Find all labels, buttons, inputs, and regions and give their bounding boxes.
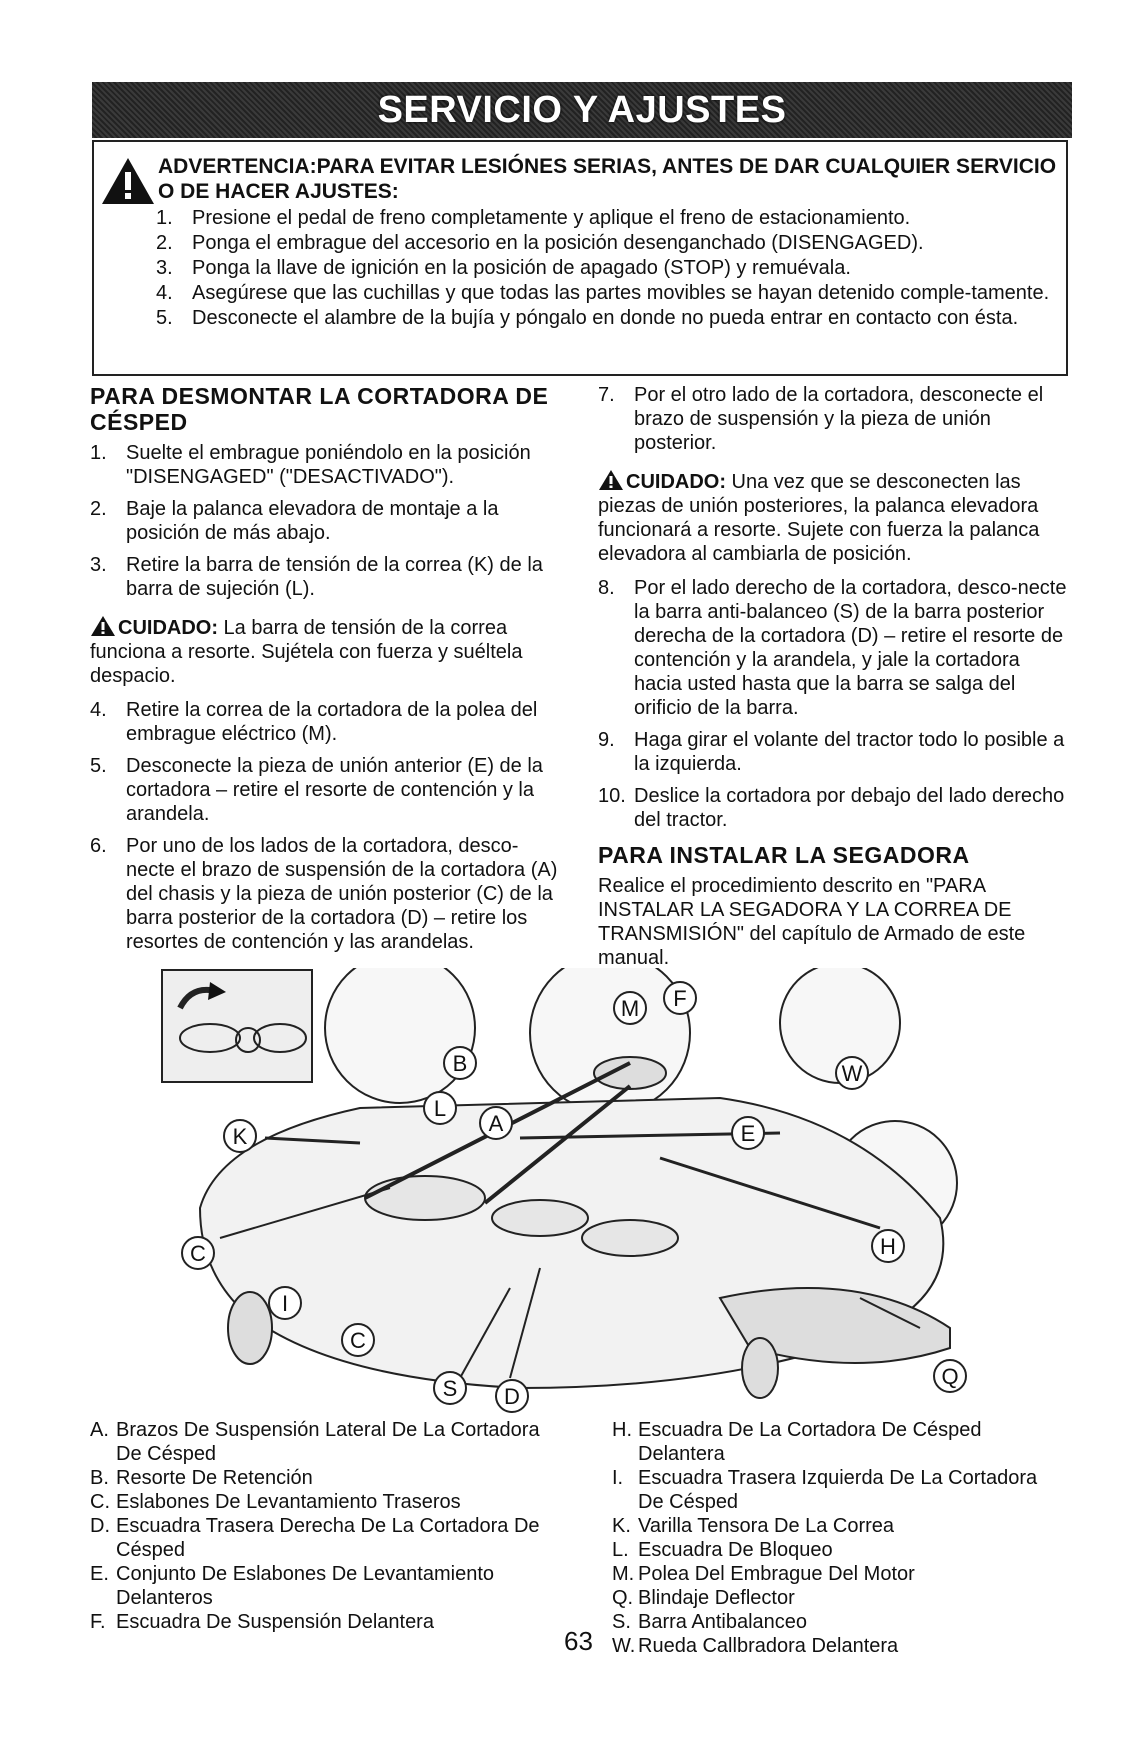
legend-item: E. Conjunto De Eslabones De Levantamiento Delanteros <box>90 1563 495 1609</box>
callout-label: C <box>350 1328 366 1353</box>
legend-item: A. Brazos De Suspensión Lateral De La Cortadora De Césped <box>90 1419 540 1465</box>
callout-label: M <box>620 996 640 1021</box>
legend-item: I. Escuadra Trasera Izquierda De La Cortadora De Césped <box>612 1467 1038 1513</box>
legend-item: C. Eslabones De Levantamiento Traseros <box>90 1491 461 1513</box>
callout-label: W <box>841 1061 863 1086</box>
callout-label: F <box>673 986 687 1011</box>
callout-label: H <box>880 1234 896 1259</box>
warning-title: ADVERTENCIA:PARA EVITAR LESIÓNES SERIAS, ANTES DE DAR CUALQUIER SERVICIO O DE HACER AJUSTES: <box>158 155 1057 203</box>
callout-label: D <box>504 1384 520 1409</box>
legend-item: L. Escuadra De Bloqueo <box>612 1539 833 1561</box>
step-item: 6. Por uno de los lados de la cortadora, desco-necte el brazo de suspensión de la cortadora (A) del chasis y la pieza de unión posterior (C) de la barra posterior de la cortadora (D) – retire los resortes de contención y las arandelas. <box>90 835 558 953</box>
legend-item: K. Varilla Tensora De La Correa <box>612 1515 895 1537</box>
parts-legend-right <box>612 1418 1052 1658</box>
callout-label: A <box>488 1111 504 1136</box>
remove-steps-continued <box>90 698 565 954</box>
legend-item: B. Resorte De Retención <box>90 1467 313 1489</box>
warning-item: 1. Presione el pedal de freno completamente y aplique el freno de estacionamiento. <box>156 207 911 229</box>
callout-label: K <box>232 1124 248 1149</box>
caution-triangle-icon <box>598 469 624 491</box>
legend-item: S. Barra Antibalanceo <box>612 1611 808 1633</box>
legend-item: F. Escuadra De Suspensión Delantera <box>90 1611 434 1633</box>
warning-item: 2. Ponga el embrague del accesorio en la posición desenganchado (DISENGAGED). <box>156 232 924 254</box>
step-item: 2. Baje la palanca elevadora de montaje a la posición de más abajo. <box>90 498 499 544</box>
page-title: SERVICIO Y AJUSTES <box>377 88 787 131</box>
callout-label: L <box>433 1096 447 1121</box>
callout-label: Q <box>941 1364 959 1389</box>
warning-box <box>92 140 1068 376</box>
detail-circle <box>325 968 475 1103</box>
legend-item: Q. Blindaje Deflector <box>612 1587 795 1609</box>
step-item: 10. Deslice la cortadora por debajo del lado derecho del tractor. <box>598 785 1065 831</box>
legend-item: H. Escuadra De La Cortadora De Césped Delantera <box>612 1419 982 1465</box>
warning-item: 3. Ponga la llave de ignición en la posición de apagado (STOP) y remuévala. <box>156 257 851 279</box>
callout-label: S <box>442 1376 458 1401</box>
remove-steps-right <box>598 383 1070 455</box>
warning-item: 4. Asegúrese que las cuchillas y que todas las partes movibles se hayan detenido comple-tamente. <box>156 282 1050 304</box>
legend-item: M. Polea Del Embrague Del Motor <box>612 1563 915 1585</box>
callout-label: C <box>190 1241 206 1266</box>
mower-deck-illustration <box>160 968 990 1428</box>
step-item: 9. Haga girar el volante del tractor todo lo posible a la izquierda. <box>598 729 1065 775</box>
right-column <box>598 383 1070 970</box>
remove-steps-right-continued <box>598 576 1070 832</box>
step-item: 7. Por el otro lado de la cortadora, desconecte el brazo de suspensión y la pieza de unión posterior. <box>598 384 1044 454</box>
callout-label: E <box>740 1121 756 1146</box>
left-column <box>90 383 565 962</box>
legend-item: D. Escuadra Trasera Derecha De La Cortadora De Césped <box>90 1515 540 1561</box>
caution-note: CUIDADO: La barra de tensión de la correa funciona a resorte. Sujétela con fuerza y suéltela despacio. <box>90 617 523 687</box>
callout-label: I <box>281 1291 289 1316</box>
parts-legend-left <box>90 1418 570 1634</box>
warning-list <box>156 206 1056 331</box>
warning-item: 5. Desconecte el alambre de la bujía y póngalo en donde no pueda entrar en contacto con ésta. <box>156 307 1019 329</box>
inset-box <box>162 970 312 1082</box>
caution-triangle-icon <box>90 615 116 637</box>
section-banner <box>92 82 1072 138</box>
step-item: 8. Por el lado derecho de la cortadora, desco-necte la barra anti-balanceo (S) de la barra posterior derecha de la cortadora (D) – retire el resorte de contención y la arandela, y jale la cortadora hacia usted hasta que la barra se salga del orificio de la barra. <box>598 577 1067 719</box>
callout-label: B <box>452 1051 468 1076</box>
step-item: 5. Desconecte la pieza de unión anterior (E) de la cortadora – retire el resorte de contención y la arandela. <box>90 755 543 825</box>
step-item: 1. Suelte el embrague poniéndolo en la posición "DISENGAGED" ("DESACTIVADO"). <box>90 442 531 488</box>
install-heading: PARA INSTALAR LA SEGADORA <box>598 842 970 868</box>
remove-steps <box>90 441 565 601</box>
install-text: Realice el procedimiento descrito en "PARA INSTALAR LA SEGADORA Y LA CORREA DE TRANSMISIÓN" del capítulo de Armado de este manual. <box>598 875 1026 969</box>
legend-item: W. Rueda Callbradora Delantera <box>612 1635 899 1657</box>
step-item: 3. Retire la barra de tensión de la correa (K) de la barra de sujeción (L). <box>90 554 543 600</box>
caution-note: CUIDADO: Una vez que se desconecten las piezas de unión posteriores, la palanca elevadora funcionará a resorte. Sujete con fuerza la palanca elevadora al cambiarla de posición. <box>598 471 1040 565</box>
step-item: 4. Retire la correa de la cortadora de la polea del embrague eléctrico (M). <box>90 699 538 745</box>
warning-triangle-icon <box>100 156 156 206</box>
remove-heading: PARA DESMONTAR LA CORTADORA DE CÉSPED <box>90 383 549 435</box>
page-number: 63 <box>564 1626 593 1656</box>
